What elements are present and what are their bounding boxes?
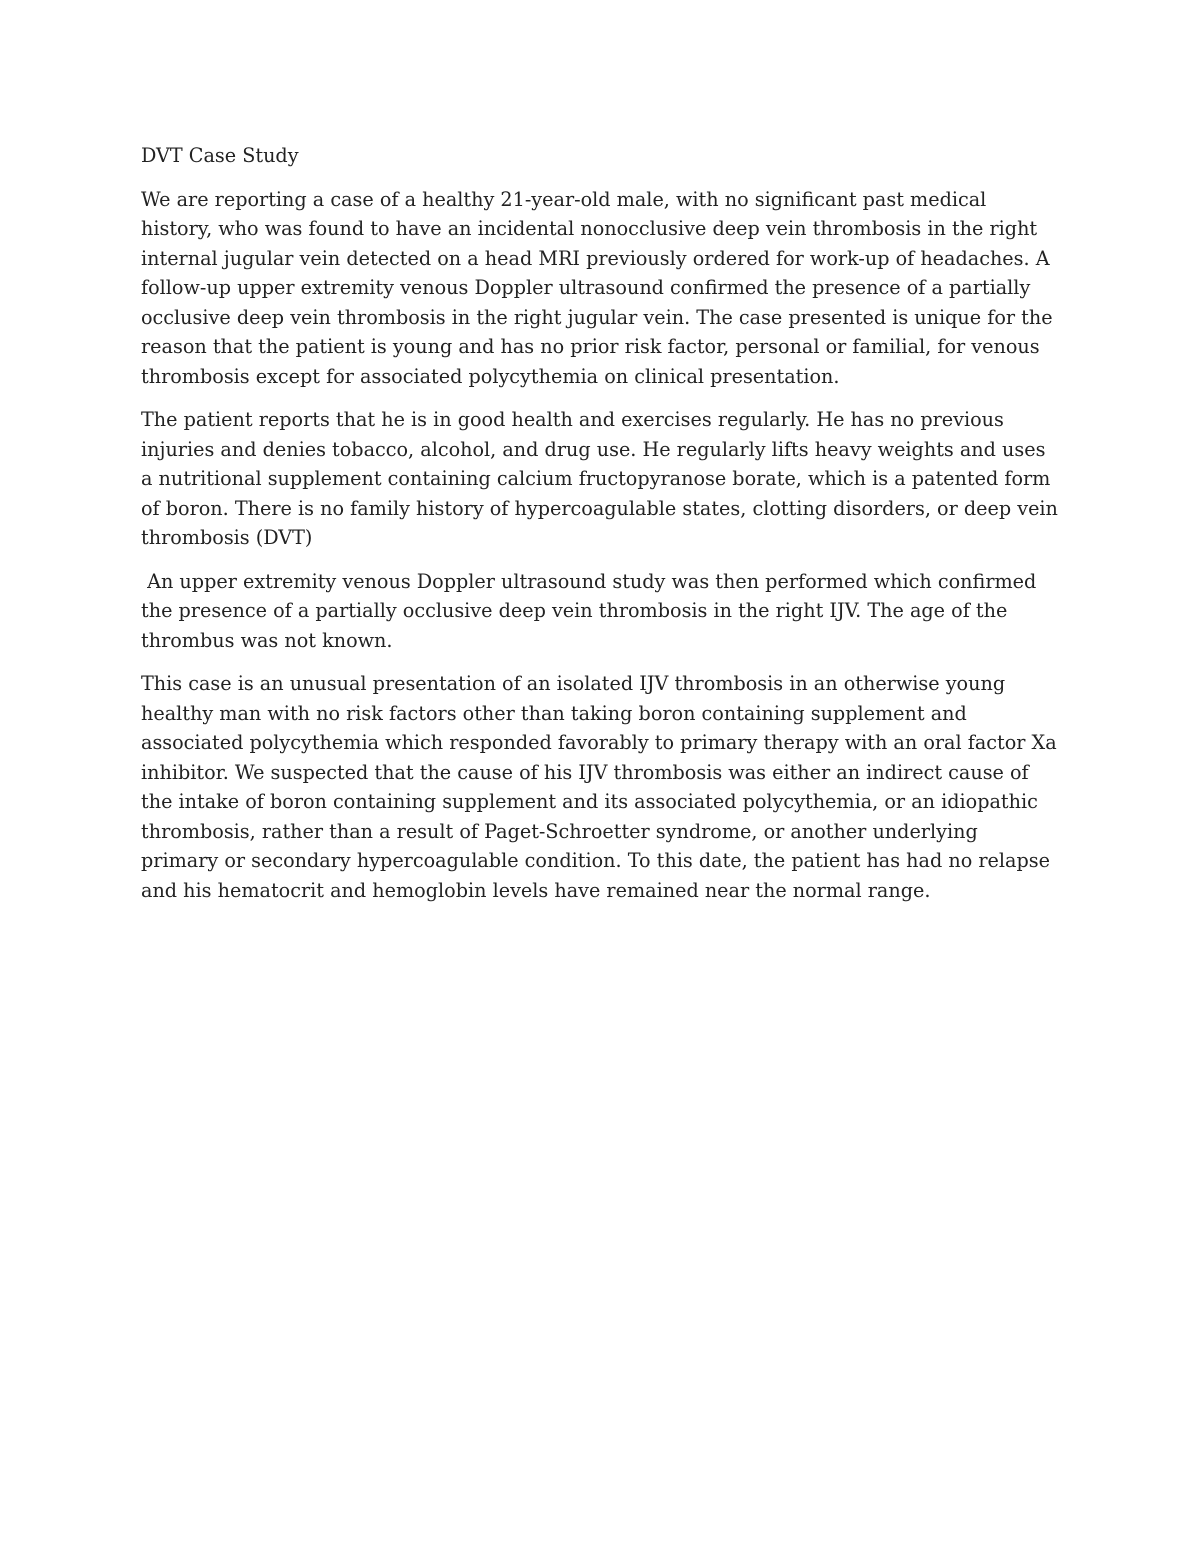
paragraph-doppler-study: An upper extremity venous Doppler ultrasound study was then performed which confirmed the presence of a partially occlusive deep vein thrombosis in the right IJV. The age of the thrombus was not known. [141, 569, 1043, 652]
paragraph-case-introduction: We are reporting a case of a healthy 21-year-old male, with no significant past medical history, who was found to have an incidental nonocclusive deep vein thrombosis in the right internal jugular vein detected on a head MRI previously ordered for work-up of headaches. A follow-up upper extremity venous Doppler ultrasound confirmed the presence of a partially occlusive deep vein thrombosis in the right jugular vein. The case presented is unique for the reason that the patient is young and has no prior risk factor, personal or familial, for venous thrombosis except for associated polycythemia on clinical presentation. [141, 187, 1059, 388]
document-title: DVT Case Study [141, 144, 299, 167]
document-body [141, 141, 1065, 919]
paragraph-conclusion: This case is an unusual presentation of an isolated IJV thrombosis in an otherwise young healthy man with no risk factors other than taking boron containing supplement and associated polycythemia which responded favorably to primary therapy with an oral factor Xa inhibitor. We suspected that the cause of his IJV thrombosis was either an indirect cause of the intake of boron containing supplement and its associated polycythemia, or an idiopathic thrombosis, rather than a result of Paget-Schroetter syndrome, or another underlying primary or secondary hypercoagulable condition. To this date, the patient has had no relapse and his hematocrit and hemoglobin levels have remained near the normal range. [141, 672, 1063, 902]
paragraph-patient-history: The patient reports that he is in good health and exercises regularly. He has no previous injuries and denies tobacco, alcohol, and drug use. He regularly lifts heavy weights and uses a nutritional supplement containing calcium fructopyranose borate, which is a patented form of boron. There is no family history of hypercoagulable states, clotting disorders, or deep vein thrombosis (DVT) [141, 408, 1065, 549]
